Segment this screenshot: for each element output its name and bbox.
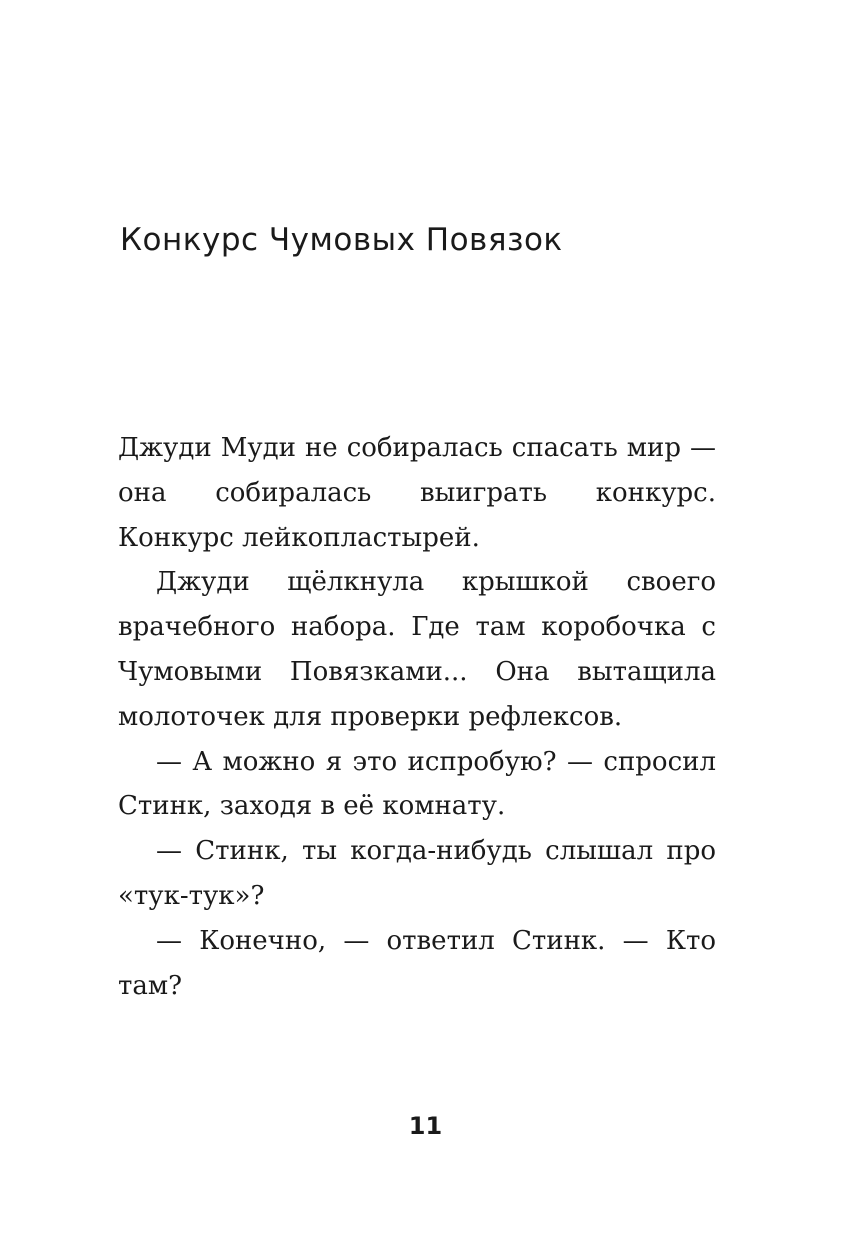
dialogue-paragraph: — Конечно, — ответил Стинк. — Кто там?: [118, 925, 716, 1001]
dialogue-paragraph: — А можно я это испробую? — спросил Стинк, заходя в её комнату.: [118, 746, 716, 822]
page-number: 11: [408, 1112, 443, 1140]
dialogue-paragraph: — Стинк, ты когда-нибудь слышал про «тук-тук»?: [118, 836, 716, 911]
chapter-title: Конкурс Чумовых Повязок: [120, 222, 563, 258]
paragraph: Джуди Муди не собиралась спасать мир — она собиралась выиграть конкурс. Конкурс лейкопластырей.: [118, 433, 716, 553]
paragraph: Джуди щёлкнула крышкой своего врачебного набора. Где там коробочка с Чумовыми Повязками... Она вытащила молоточек для проверки рефлексов.: [118, 567, 716, 732]
body-text: [118, 426, 716, 1008]
